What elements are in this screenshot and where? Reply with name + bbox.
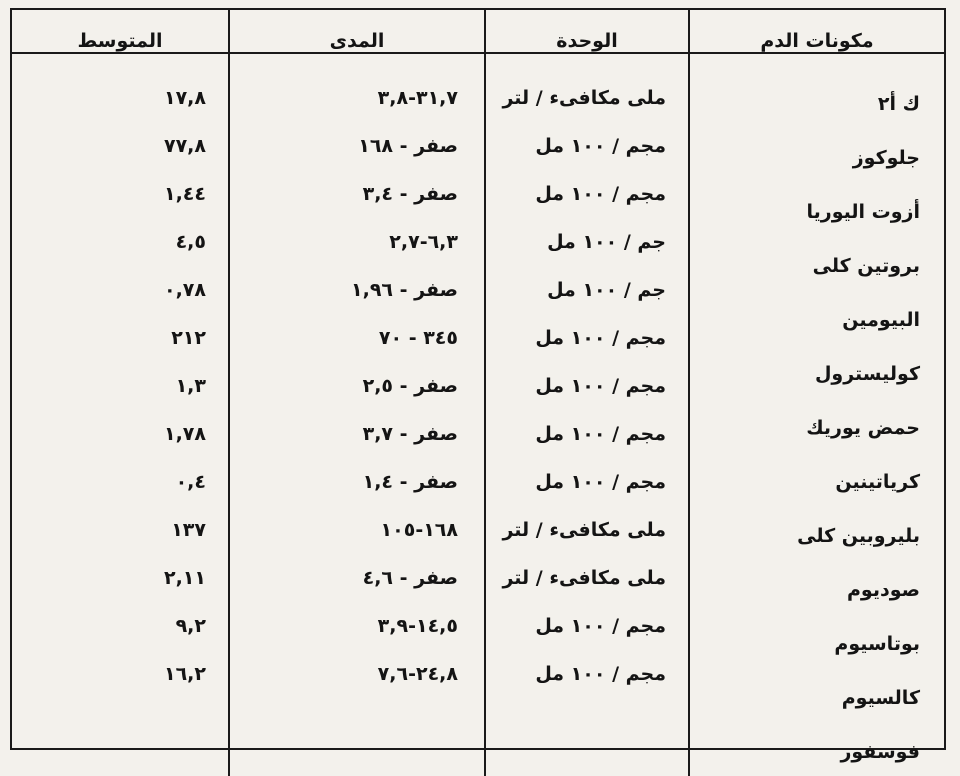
range-column — [228, 54, 484, 776]
range-cell: ١٤,٥-٣,٩ — [377, 615, 458, 637]
mean-cell: ٢,١١ — [163, 567, 206, 589]
component-cell: حمض يوريك — [806, 417, 920, 439]
mean-cell: ١٦,٢ — [163, 663, 206, 685]
header-unit: الوحدة — [484, 10, 688, 52]
mean-cell: ١٣٧ — [171, 519, 206, 541]
mean-cell: ٠,٧٨ — [163, 279, 206, 301]
mean-cell: ٢١٢ — [171, 327, 206, 349]
mean-cell: ٧٧,٨ — [163, 135, 206, 157]
mean-cell: ١٧,٨ — [163, 87, 206, 109]
range-cell: صفر - ٢,٥ — [362, 375, 458, 397]
component-column — [688, 54, 944, 776]
component-cell: بروتين كلى — [812, 255, 920, 277]
range-cell: صفر - ٤,٦ — [362, 567, 458, 589]
component-cell: بليروبين كلى — [797, 525, 920, 547]
unit-cell: مجم / ١٠٠ مل — [535, 615, 666, 637]
range-cell: ٣٤٥ - ٧٠ — [378, 327, 458, 349]
header-component: مكونات الدم — [688, 10, 944, 52]
component-cell: كرياتينين — [835, 471, 920, 493]
unit-cell: ملى مكافىء / لتر — [502, 519, 666, 541]
mean-cell: ٤,٥ — [175, 231, 206, 253]
mean-cell: ١,٧٨ — [163, 423, 206, 445]
component-cell: كوليسترول — [814, 363, 920, 385]
range-cell: صفر - ٣,٧ — [362, 423, 458, 445]
range-cell: صفر - ١٦٨ — [358, 135, 458, 157]
range-cell: ٣١,٧-٣,٨ — [377, 87, 458, 109]
mean-cell: ١,٤٤ — [163, 183, 206, 205]
mean-column — [12, 54, 228, 776]
unit-cell: مجم / ١٠٠ مل — [535, 135, 666, 157]
range-cell: ٦,٣-٢,٧ — [389, 231, 458, 253]
mean-cell: ٠,٤ — [175, 471, 206, 493]
table-body — [12, 54, 944, 776]
component-cell: جلوكوز — [852, 147, 920, 169]
header-range: المدى — [228, 10, 484, 52]
component-cell: بوتاسيوم — [834, 633, 920, 655]
mean-cell: ١,٣ — [175, 375, 206, 397]
component-cell: كالسيوم — [841, 687, 920, 709]
component-cell: البيومين — [842, 309, 920, 331]
component-cell: فوسفور — [840, 741, 920, 763]
unit-cell: جم / ١٠٠ مل — [547, 279, 666, 301]
mean-cell: ٩,٢ — [175, 615, 206, 637]
unit-cell: ملى مكافىء / لتر — [502, 87, 666, 109]
header-mean: المتوسط — [77, 30, 163, 52]
unit-cell: مجم / ١٠٠ مل — [535, 375, 666, 397]
component-cell: ك أ٢ — [877, 93, 920, 115]
unit-cell: مجم / ١٠٠ مل — [535, 663, 666, 685]
range-cell: ٢٤,٨-٧,٦ — [377, 663, 458, 685]
unit-column — [484, 54, 688, 776]
unit-cell: مجم / ١٠٠ مل — [535, 183, 666, 205]
unit-cell: ملى مكافىء / لتر — [502, 567, 666, 589]
unit-cell: مجم / ١٠٠ مل — [535, 423, 666, 445]
unit-cell: مجم / ١٠٠ مل — [535, 471, 666, 493]
unit-cell: مجم / ١٠٠ مل — [535, 327, 666, 349]
component-cell: أزوت اليوريا — [806, 201, 920, 223]
blood-components-table — [10, 8, 946, 763]
range-cell: صفر - ١,٩٦ — [351, 279, 458, 301]
table-header-row — [12, 10, 944, 54]
unit-cell: جم / ١٠٠ مل — [547, 231, 666, 253]
range-cell: صفر - ١,٤ — [362, 471, 458, 493]
range-cell: صفر - ٣,٤ — [362, 183, 458, 205]
component-cell: صوديوم — [847, 579, 920, 601]
range-cell: ١٦٨-١٠٥ — [380, 519, 458, 541]
